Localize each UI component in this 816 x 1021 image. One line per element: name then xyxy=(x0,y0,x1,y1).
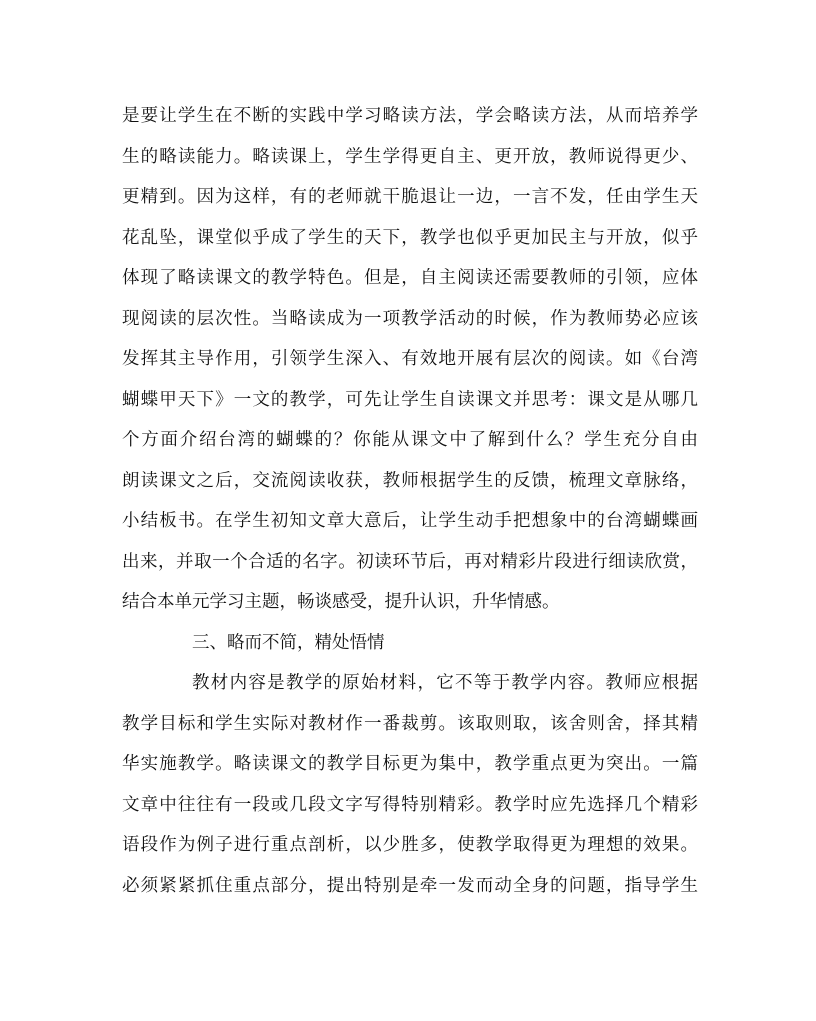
text-line: 语段作为例子进行重点剖析，以少胜多，使教学取得更为理想的效果。 xyxy=(122,835,698,855)
text-line: 教材内容是教学的原始材料，它不等于教学内容。教师应根据 xyxy=(192,673,698,693)
paragraph-2 xyxy=(122,663,698,906)
text-line: 发挥其主导作用，引领学生深入、有效地开展有层次的阅读。如《台湾 xyxy=(122,349,698,369)
text-line: 小结板书。在学生初知文章大意后，让学生动手把想象中的台湾蝴蝶画 xyxy=(122,511,698,531)
text-line: 结合本单元学习主题，畅谈感受，提升认识，升华情感。 xyxy=(122,592,560,612)
text-line: 体现了略读课文的教学特色。但是，自主阅读还需要教师的引领，应体 xyxy=(122,268,698,288)
text-line: 蝴蝶甲天下》一文的教学，可先让学生自读课文并思考：课文是从哪几 xyxy=(122,389,698,410)
text-line: 朗读课文之后，交流阅读收获，教师根据学生的反馈，梳理文章脉络， xyxy=(122,470,698,491)
body-text xyxy=(122,96,698,906)
text-line: 更精到。因为这样，有的老师就干脆退让一边，一言不发，任由学生天 xyxy=(122,187,698,207)
text-line: 现阅读的层次性。当略读成为一项教学活动的时候，作为教师势必应该 xyxy=(122,308,698,329)
text-line: 花乱坠，课堂似乎成了学生的天下，教学也似乎更加民主与开放，似乎 xyxy=(122,227,698,248)
text-line: 教学目标和学生实际对教材作一番裁剪。该取则取，该舍则舍，择其精 xyxy=(122,713,698,734)
text-line: 文章中往往有一段或几段文字写得特别精彩。教学时应先选择几个精彩 xyxy=(122,794,698,815)
text-line: 华实施教学。略读课文的教学目标更为集中，教学重点更为突出。一篇 xyxy=(122,754,698,774)
text-line: 生的略读能力。略读课上，学生学得更自主、更开放，教师说得更少、 xyxy=(122,146,698,167)
text-line: 必须紧紧抓住重点部分，提出特别是牵一发而动全身的问题，指导学生 xyxy=(122,875,698,896)
text-line: 出来，并取一个合适的名字。初读环节后，再对精彩片段进行细读欣赏， xyxy=(122,551,698,572)
text-line: 个方面介绍台湾的蝴蝶的？你能从课文中了解到什么？学生充分自由 xyxy=(122,430,698,450)
section-heading: 三、略而不简，精处悟情 xyxy=(192,632,385,653)
paragraph-1 xyxy=(122,96,698,623)
text-line: 是要让学生在不断的实践中学习略读方法，学会略读方法，从而培养学 xyxy=(122,106,698,126)
